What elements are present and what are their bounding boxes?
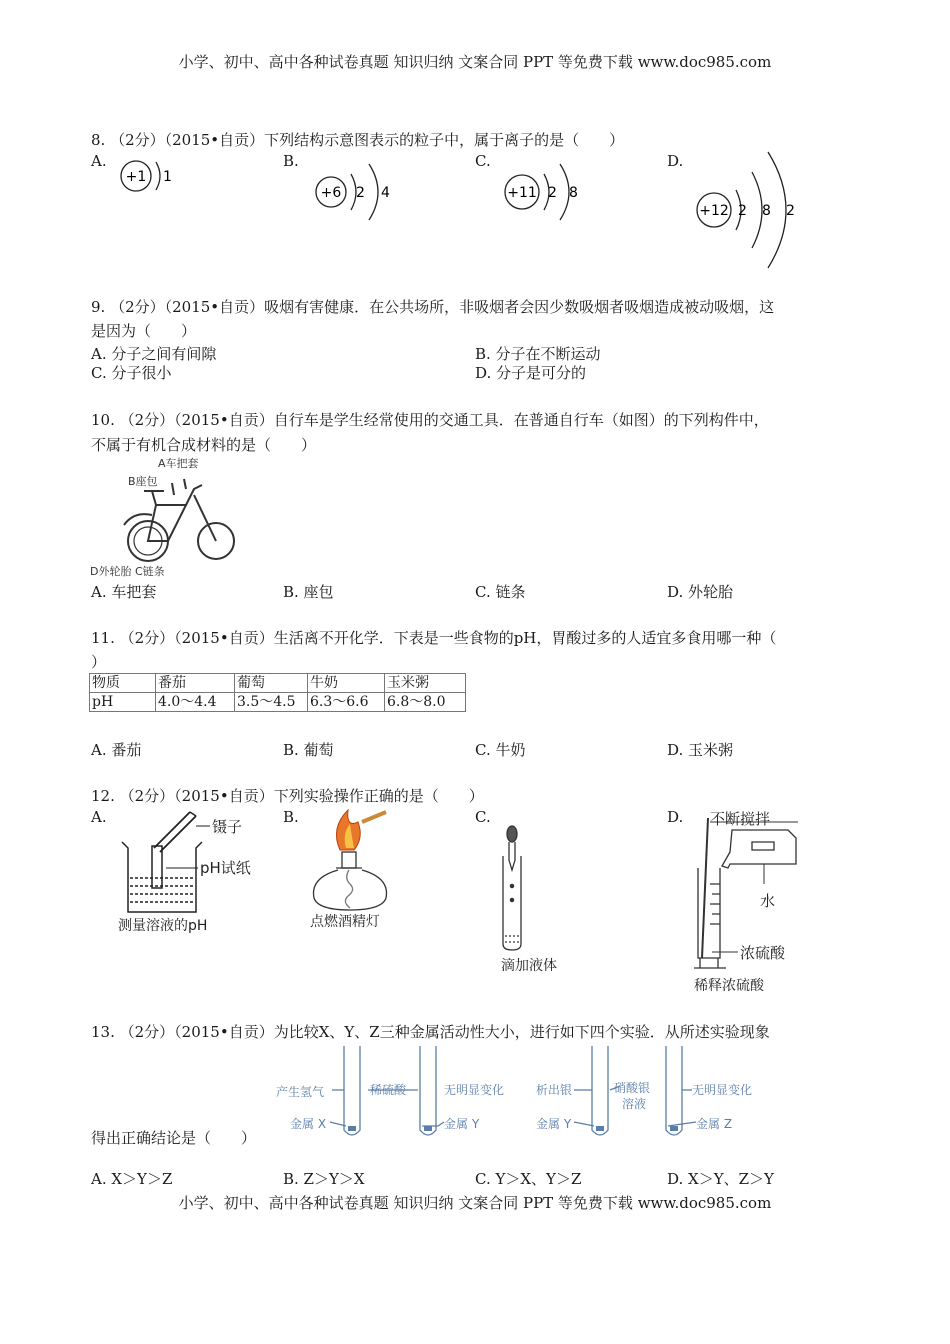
bicycle-icon	[124, 479, 234, 561]
q8-atom-diagram-c	[498, 160, 598, 230]
question-11-stem-line1: 11. （2分）（2015•自贡）生活离不开化学．下表是一些食物的pH，胃酸过多的人适宜多食用哪一种（	[91, 629, 777, 647]
q8-option-b-label: B.	[283, 152, 299, 170]
shell-count: 1	[163, 169, 172, 185]
test-tube-3	[592, 1046, 608, 1135]
tube4-bottom-label: 金属 Z	[696, 1117, 733, 1131]
q13-option-d: D. X＞Y、Z＞Y	[667, 1170, 774, 1188]
table-cell: 葡萄	[235, 674, 308, 693]
electron-shell-arc	[560, 164, 569, 220]
tube4-top-label: 无明显变化	[692, 1083, 753, 1097]
q8-option-d-label: D.	[667, 152, 684, 170]
question-9-stem-line1: 9. （2分）（2015•自贡）吸烟有害健康．在公共场所，非吸烟者会因少数吸烟者吸烟造成被动吸烟，这	[91, 298, 775, 316]
q13-option-b: B. Z＞Y＞X	[283, 1170, 365, 1188]
q12-option-a-label: A.	[91, 808, 107, 826]
match-stick	[362, 812, 386, 822]
q10-option-c: C. 链条	[475, 583, 526, 601]
q8-atom-diagram-a	[112, 152, 182, 202]
question-13-stem-line1: 13. （2分）（2015•自贡）为比较X、Y、Z三种金属活动性大小，进行如下四个实验．从所述实验现象	[91, 1023, 770, 1041]
shell-count: 2	[786, 203, 795, 219]
q10-option-d: D. 外轮胎	[667, 583, 734, 601]
tube1-bottom-label: 金属 X	[290, 1117, 327, 1131]
shell-count: 2	[738, 203, 747, 219]
alcohol-lamp-icon	[314, 852, 387, 910]
label-stir: 不断搅拌	[710, 810, 771, 828]
shell-count: 8	[569, 185, 578, 201]
caption-b: 点燃酒精灯	[310, 914, 380, 930]
question-12-stem: 12. （2分）（2015•自贡）下列实验操作正确的是（ ）	[91, 787, 484, 805]
tube3-top-label: 析出银	[536, 1083, 573, 1097]
tube3-bottom-label: 金属 Y	[536, 1117, 572, 1131]
question-10-stem-line1: 10. （2分）（2015•自贡）自行车是学生经常使用的交通工具．在普通自行车（如图）的下列构件中，	[91, 411, 769, 429]
caption-c: 滴加液体	[501, 958, 557, 974]
q8-option-c-label: C.	[475, 152, 491, 170]
table-row	[90, 693, 466, 712]
label-tweezers: 镊子	[212, 818, 243, 836]
table-row	[90, 674, 466, 693]
nucleus-charge: +1	[125, 169, 147, 185]
q9-option-a: A. 分子之间有间隙	[91, 345, 217, 363]
q9-option-d: D. 分子是可分的	[475, 364, 587, 382]
question-8-stem: 8. （2分）（2015•自贡）下列结构示意图表示的粒子中，属于离子的是（ ）	[91, 131, 625, 149]
q11-option-a: A. 番茄	[91, 741, 142, 759]
q12-figure-d	[688, 808, 828, 998]
shell-count: 2	[356, 185, 365, 201]
q12-figure-a	[110, 808, 260, 938]
q13-test-tubes-figure	[272, 1040, 772, 1140]
beaker-pouring	[722, 830, 796, 868]
test-tube-1	[344, 1046, 360, 1135]
q11-ph-table	[89, 673, 466, 712]
table-cell: 番茄	[156, 674, 235, 693]
question-9-stem-line2: 是因为（ ）	[91, 322, 197, 340]
nucleus-charge: +6	[320, 185, 342, 201]
q12-figure-c	[495, 808, 585, 978]
acid-label: 稀硫酸	[370, 1083, 407, 1097]
bicycle-label-b: B座包	[128, 475, 158, 488]
nucleus-charge: +11	[507, 185, 537, 201]
graduated-cylinder	[698, 868, 720, 958]
label-ph-paper: pH试纸	[200, 859, 251, 877]
table-cell: 6.8～8.0	[385, 693, 466, 712]
question-10-stem-line2: 不属于有机合成材料的是（ ）	[91, 436, 317, 454]
q11-option-b: B. 葡萄	[283, 741, 334, 759]
q8-atom-diagram-b	[305, 160, 405, 240]
shell-count: 2	[548, 185, 557, 201]
q12-option-c-label: C.	[475, 808, 491, 826]
glass-rod	[702, 818, 708, 958]
caption-a: 测量溶液的pH	[118, 918, 208, 934]
q8-option-a-label: A.	[91, 152, 107, 170]
q13-option-c: C. Y＞X、Y＞Z	[475, 1170, 582, 1188]
label-water: 水	[760, 892, 776, 910]
tube2-bottom-label: 金属 Y	[444, 1117, 480, 1131]
q8-atom-diagram-d	[692, 148, 807, 273]
table-cell: 玉米粥	[385, 674, 466, 693]
silver-solution-label-1: 硝酸银	[614, 1081, 651, 1095]
dropper-icon	[503, 826, 521, 950]
bicycle-label-dc: D外轮胎 C链条	[90, 565, 165, 578]
q9-option-b: B. 分子在不断运动	[475, 345, 601, 363]
tube1-top-label: 产生氢气	[276, 1085, 325, 1099]
table-cell: 物质	[90, 674, 156, 693]
table-cell: 3.5～4.5	[235, 693, 308, 712]
label-acid: 浓硫酸	[740, 944, 786, 962]
test-tube-4	[666, 1046, 682, 1135]
q11-option-d: D. 玉米粥	[667, 741, 734, 759]
electron-shell-arc	[752, 172, 762, 248]
page-header: 小学、初中、高中各种试卷真题 知识归纳 文案合同 PPT 等免费下载 www.doc985.com	[178, 53, 772, 71]
table-cell: 6.3～6.6	[308, 693, 385, 712]
page-footer: 小学、初中、高中各种试卷真题 知识归纳 文案合同 PPT 等免费下载 www.doc985.com	[178, 1194, 772, 1212]
silver-solution-label-2: 溶液	[622, 1097, 647, 1111]
q10-option-a: A. 车把套	[91, 583, 157, 601]
tube2-top-label: 无明显变化	[444, 1083, 505, 1097]
test-tube-2	[420, 1046, 436, 1135]
table-cell: 牛奶	[308, 674, 385, 693]
q12-option-d-label: D.	[667, 808, 684, 826]
q11-option-c: C. 牛奶	[475, 741, 526, 759]
q12-figure-b	[300, 808, 420, 938]
shell-count: 8	[762, 203, 771, 219]
question-13-stem-line2: 得出正确结论是（ ）	[91, 1129, 257, 1147]
table-cell: 4.0～4.4	[156, 693, 235, 712]
electron-shell-arc	[156, 162, 160, 190]
caption-d: 稀释浓硫酸	[694, 978, 764, 994]
shell-count: 4	[381, 185, 390, 201]
q10-bicycle-figure	[90, 455, 250, 580]
nucleus-charge: +12	[699, 203, 729, 219]
q13-option-a: A. X＞Y＞Z	[91, 1170, 173, 1188]
q9-option-c: C. 分子很小	[91, 364, 172, 382]
bicycle-label-a: A车把套	[158, 457, 199, 470]
q12-option-b-label: B.	[283, 808, 299, 826]
q10-option-b: B. 座包	[283, 583, 334, 601]
electron-shell-arc	[369, 164, 378, 220]
table-cell: pH	[90, 693, 156, 712]
question-11-stem-line2: ）	[91, 653, 107, 671]
